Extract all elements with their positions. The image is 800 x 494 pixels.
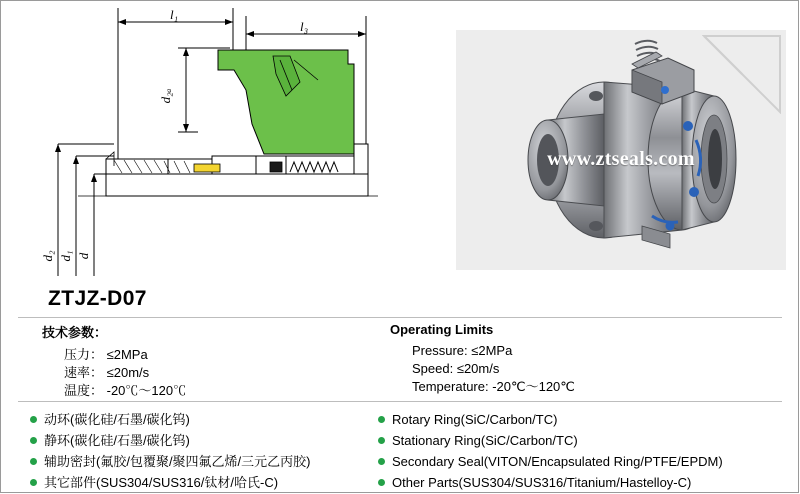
bullet-dot-icon [378,416,385,423]
list-item [30,410,390,430]
material-stationary-ring-english: Stationary Ring(SiC/Carbon/TC) [392,433,578,448]
bullet-dot-icon [378,458,385,465]
spec-column-english [390,322,790,396]
material-stationary-ring-chinese: 静环(碳化硅/石墨/碳化钨) [44,433,190,448]
spec-heading-english: Operating Limits [390,322,494,337]
bullet-dot-icon [30,458,37,465]
spec-pressure-english: Pressure: ≤2MPa [412,343,513,358]
bullet-dot-icon [30,479,37,486]
material-secondary-seal-english: Secondary Seal(VITON/Encapsulated Ring/PTFE/EPDM) [392,454,723,469]
materials-list-english [378,410,790,494]
spec-column-chinese [42,322,392,400]
list-item [30,452,390,472]
spec-temperature-chinese: 温度： -20℃～120℃ [64,383,187,398]
dimension-label-d2: d₂ [40,250,55,262]
spec-heading-chinese: 技术参数： [42,325,108,340]
divider-top [18,317,782,318]
material-secondary-seal-chinese: 辅助密封(氟胶/包覆聚/聚四氟乙烯/三元乙丙胶) [44,454,311,469]
spec-speed-chinese: 速率： ≤20m/s [64,365,150,380]
dimension-label-d2a: d₂ₐ [158,88,173,104]
list-item [378,452,790,472]
watermark-text: www.ztseals.com [547,148,695,170]
bullet-dot-icon [30,437,37,444]
dimension-label-l1: l₁ [170,7,179,22]
spec-pressure-chinese: 压力： ≤2MPa [64,347,148,362]
material-other-parts-english: Other Parts(SUS304/SUS316/Titanium/Hastelloy-C) [392,475,692,490]
corner-decoration-icon [702,34,782,114]
spec-speed-english: Speed: ≤20m/s [412,361,500,376]
spec-temperature-english: Temperature: -20℃～120℃ [412,379,575,394]
product-photo [456,30,786,270]
list-item [30,473,390,493]
material-rotary-ring-chinese: 动环(碳化硅/石墨/碳化钨) [44,412,190,427]
list-item [378,410,790,430]
list-item [30,431,390,451]
material-rotary-ring-english: Rotary Ring(SiC/Carbon/TC) [392,412,558,427]
bullet-dot-icon [378,437,385,444]
dimension-label-d1: d₁ [58,250,73,262]
bullet-dot-icon [378,479,385,486]
dimension-label-l3: l₃ [300,19,309,34]
list-item [378,473,790,493]
page-title: ZTJZ-D07 [48,287,147,310]
list-item [378,431,790,451]
bullet-dot-icon [30,416,37,423]
technical-drawing [18,4,438,282]
dimension-label-d: d [76,252,91,260]
material-other-parts-chinese: 其它部件(SUS304/SUS316/钛材/哈氏-C) [44,475,279,490]
divider-bottom [18,401,782,402]
materials-list-chinese [30,410,390,494]
